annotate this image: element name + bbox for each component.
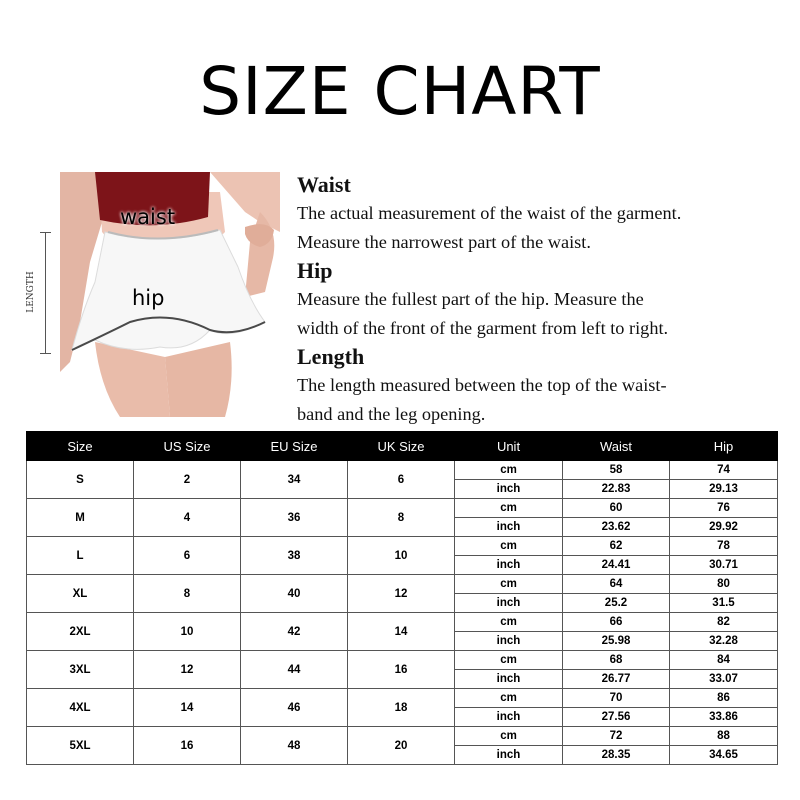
header-waist: Waist [563,432,670,461]
hip-cm-cell: 78 [670,537,778,556]
uk-size-cell: 12 [348,575,455,613]
unit-cell: cm [455,499,563,518]
waist-inch-cell: 25.2 [563,594,670,613]
waist-desc-line-1: The actual measurement of the waist of the garment. [297,203,682,223]
length-line [45,232,46,354]
waist-inch-cell: 25.98 [563,632,670,651]
header-unit: Unit [455,432,563,461]
unit-cell: cm [455,613,563,632]
eu-size-cell: 40 [241,575,348,613]
us-size-cell: 12 [134,651,241,689]
unit-cell: inch [455,594,563,613]
table-header-row [27,432,778,461]
waist-cm-cell: 70 [563,689,670,708]
length-label: LENGTH [26,271,36,313]
header-us-size: US Size [134,432,241,461]
us-size-cell: 4 [134,499,241,537]
uk-size-cell: 8 [348,499,455,537]
unit-cell: inch [455,518,563,537]
size-cell: L [27,537,134,575]
page-title: SIZE CHART [199,53,601,130]
table-row [27,689,778,708]
unit-cell: cm [455,727,563,746]
eu-size-cell: 38 [241,537,348,575]
hip-heading: Hip [297,258,333,283]
hip-cm-cell: 76 [670,499,778,518]
waist-cm-cell: 64 [563,575,670,594]
hip-inch-cell: 34.65 [670,746,778,765]
uk-size-cell: 16 [348,651,455,689]
waist-heading: Waist [297,172,351,197]
hip-inch-cell: 29.13 [670,480,778,499]
waist-desc-line-2: Measure the narrowest part of the waist. [297,231,591,252]
us-size-cell: 6 [134,537,241,575]
waist-inch-cell: 26.77 [563,670,670,689]
waist-cm-cell: 60 [563,499,670,518]
waist-inch-cell: 28.35 [563,746,670,765]
table-row [27,461,778,480]
unit-cell: cm [455,575,563,594]
hip-inch-cell: 29.92 [670,518,778,537]
eu-size-cell: 44 [241,651,348,689]
hip-cm-cell: 84 [670,651,778,670]
waist-inch-cell: 22.83 [563,480,670,499]
table-row [27,613,778,632]
us-size-cell: 14 [134,689,241,727]
size-cell: 3XL [27,651,134,689]
hip-inch-cell: 31.5 [670,594,778,613]
hip-cm-cell: 88 [670,727,778,746]
length-desc-line-1: The length measured between the top of the waist- [297,375,667,395]
uk-size-cell: 10 [348,537,455,575]
unit-cell: inch [455,708,563,727]
unit-cell: cm [455,461,563,480]
size-cell: 4XL [27,689,134,727]
hip-desc-line-1: Measure the fullest part of the hip. Measure the [297,289,644,309]
unit-cell: cm [455,689,563,708]
hip-inch-cell: 33.86 [670,708,778,727]
eu-size-cell: 42 [241,613,348,651]
header-size: Size [27,432,134,461]
table-row [27,575,778,594]
uk-size-cell: 18 [348,689,455,727]
length-cap-bottom [40,353,51,354]
hip-inch-cell: 32.28 [670,632,778,651]
hip-cm-cell: 86 [670,689,778,708]
unit-cell: inch [455,746,563,765]
header-uk-size: UK Size [348,432,455,461]
waist-inch-cell: 24.41 [563,556,670,575]
unit-cell: cm [455,537,563,556]
table-row [27,499,778,518]
hip-inch-cell: 33.07 [670,670,778,689]
waist-cm-cell: 66 [563,613,670,632]
eu-size-cell: 34 [241,461,348,499]
waist-inch-cell: 23.62 [563,518,670,537]
unit-cell: inch [455,556,563,575]
unit-cell: inch [455,670,563,689]
size-cell: 5XL [27,727,134,765]
size-cell: 2XL [27,613,134,651]
hip-label: hip [132,286,165,310]
table-row [27,727,778,746]
waist-inch-cell: 27.56 [563,708,670,727]
length-heading: Length [297,344,365,369]
hip-cm-cell: 74 [670,461,778,480]
size-cell: XL [27,575,134,613]
header-hip: Hip [670,432,778,461]
uk-size-cell: 6 [348,461,455,499]
waist-cm-cell: 72 [563,727,670,746]
length-indicator [20,232,60,354]
length-desc-line-2: band and the leg opening. [297,403,486,424]
eu-size-cell: 46 [241,689,348,727]
uk-size-cell: 20 [348,727,455,765]
waist-cm-cell: 58 [563,461,670,480]
size-table-body [27,461,778,765]
eu-size-cell: 48 [241,727,348,765]
size-cell: M [27,499,134,537]
us-size-cell: 2 [134,461,241,499]
hip-desc-line-2: width of the front of the garment from left to right. [297,317,669,338]
table-row [27,651,778,670]
waist-cm-cell: 62 [563,537,670,556]
unit-cell: inch [455,632,563,651]
us-size-cell: 8 [134,575,241,613]
waist-label: waist [120,205,176,229]
length-cap-top [40,232,51,233]
hip-cm-cell: 80 [670,575,778,594]
header-eu-size: EU Size [241,432,348,461]
uk-size-cell: 14 [348,613,455,651]
waist-cm-cell: 68 [563,651,670,670]
unit-cell: inch [455,480,563,499]
table-row [27,537,778,556]
unit-cell: cm [455,651,563,670]
hip-cm-cell: 82 [670,613,778,632]
us-size-cell: 16 [134,727,241,765]
size-table [26,431,778,765]
hip-inch-cell: 30.71 [670,556,778,575]
size-cell: S [27,461,134,499]
us-size-cell: 10 [134,613,241,651]
eu-size-cell: 36 [241,499,348,537]
measurement-descriptions [297,170,792,428]
